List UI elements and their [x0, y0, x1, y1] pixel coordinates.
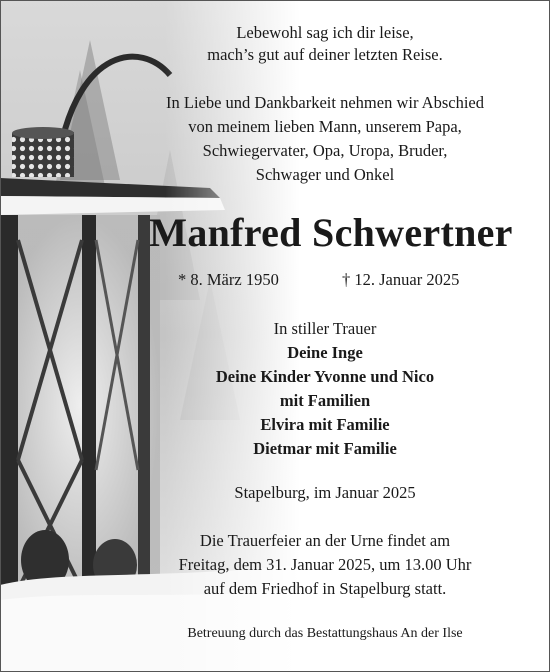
mourner-line: Dietmar mit Familie	[253, 439, 397, 458]
deceased-name: Manfred Schwertner	[149, 210, 513, 255]
intro-line: von meinem lieben Mann, unserem Papa,	[188, 117, 462, 136]
intro-line: Schwager und Onkel	[255, 165, 395, 184]
poem-line: mach’s gut auf deiner letzten Reise.	[207, 45, 443, 64]
poem-line: Lebewohl sag ich dir leise,	[236, 23, 414, 42]
intro-line: Schwiegervater, Opa, Uropa, Bruder,	[202, 141, 448, 160]
place-date: Stapelburg, im Januar 2025	[234, 483, 416, 502]
mourner-line: Deine Inge	[287, 343, 363, 362]
birth-date: * 8. März 1950	[178, 270, 279, 289]
mourner-line: Elvira mit Familie	[260, 415, 390, 434]
mourner-line: Deine Kinder Yvonne und Nico	[215, 367, 435, 386]
mourner-line: mit Familien	[279, 391, 371, 410]
mourning-intro: In stiller Trauer	[273, 319, 377, 338]
funeral-home-credit: Betreuung durch das Bestattungshaus An der Ilse	[187, 626, 463, 641]
ceremony-line: Freitag, dem 31. Januar 2025, um 13.00 Uhr	[178, 555, 472, 574]
ceremony-line: auf dem Friedhof in Stapelburg statt.	[203, 579, 447, 598]
life-dates	[170, 270, 530, 292]
ceremony-line: Die Trauerfeier an der Urne findet am	[199, 531, 451, 550]
intro-line: In Liebe und Dankbarkeit nehmen wir Abschied	[166, 93, 484, 112]
death-date: † 12. Januar 2025	[342, 270, 460, 289]
